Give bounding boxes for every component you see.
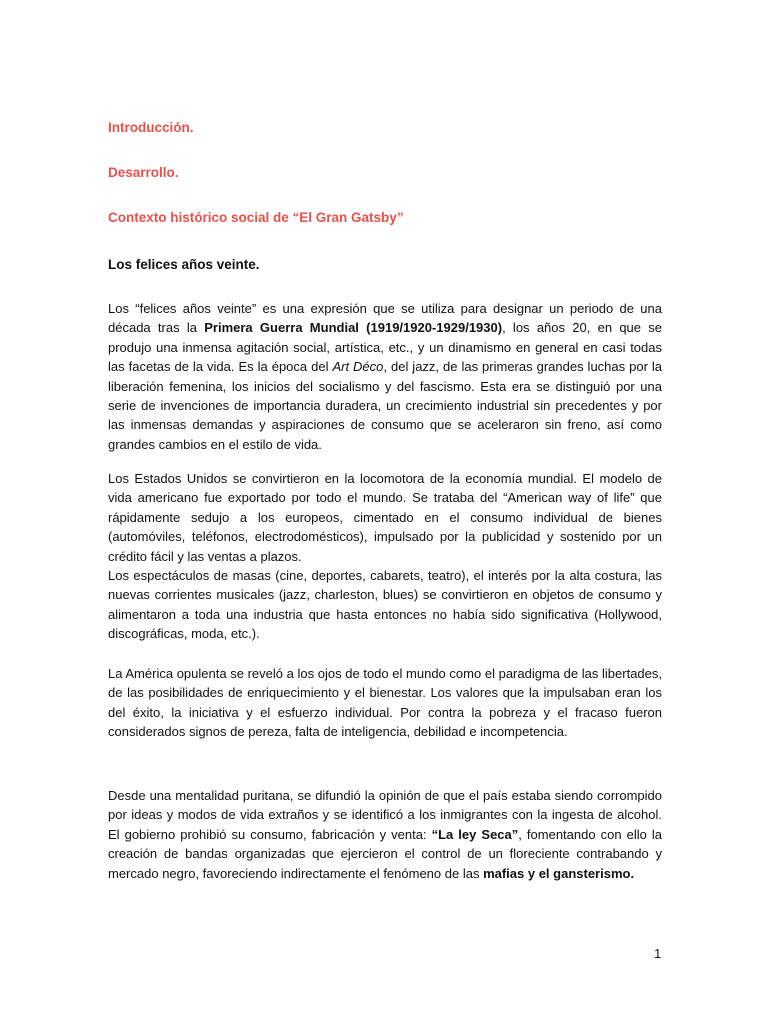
paragraph-1 (108, 299, 662, 454)
paragraph-2 (108, 469, 662, 566)
paragraph-4-text-1: La América opulenta se reveló a los ojos de todo el mundo como el paradigma de las libertades, de las posibilidades de enriquecimiento y el bienestar. Los valores que la impulsaban eran los del éxito, la iniciativa y el esfuerzo individual. Por contra la pobreza y el fracaso fueron considerados signos de pereza, falta de inteligencia, debilidad e incompetencia. (108, 666, 662, 740)
paragraph-1-text-1: Los “felices años veinte” es una expresión que se utiliza para designar un periodo de una década tras la (108, 301, 662, 336)
paragraph-5-bold-1: “La ley Seca” (431, 826, 519, 842)
paragraph-1-text-3: , del jazz, de las primeras grandes luchas por la liberación femenina, los inicios del socialismo y del fascismo. Esta era se distinguió por una serie de invenciones de importancia duradera, un crecimiento industrial sin precedentes y por las inmensas demandas y aspiraciones de consumo que se aceleraron sin freno, así como grandes cambios en el estilo de vida. (108, 359, 662, 452)
paragraph-5 (108, 786, 662, 883)
paragraph-5-text-2: , fomentando con ello la creación de bandas organizadas que ejercieron el control de un floreciente contrabando y mercado negro, favoreciendo indirectamente el fenómeno de las (108, 826, 662, 881)
paragraph-1-italic-1: Art Déco (332, 359, 384, 375)
heading-introduccion: Introducción. (108, 120, 194, 135)
section-title: Los felices años veinte. (108, 257, 260, 272)
paragraph-5-bold-2: mafias y el gansterismo. (483, 865, 635, 881)
page-number: 1 (654, 946, 662, 961)
heading-contexto-historico: Contexto histórico social de “El Gran Gatsby” (108, 210, 404, 225)
paragraph-5-text-1: Desde una mentalidad puritana, se difundió la opinión de que el país estaba siendo corrompido por ideas y modos de vida extraños y se identificó a los inmigrantes con la ingesta de alcohol. El gobierno prohibió su consumo, fabricación y venta: (108, 788, 662, 842)
paragraph-4 (108, 664, 662, 742)
paragraph-1-text-2: , los años 20, en que se produjo una inmensa agitación social, artística, etc., y un dinamismo en general en casi todas las facetas de la vida. Es la época del (108, 320, 662, 375)
paragraph-3-text-1: Los espectáculos de masas (cine, deportes, cabarets, teatro), el interés por la alta costura, las nuevas corrientes musicales (jazz, charleston, blues) se convirtieron en objetos de consumo y alimentaron a toda una industria que hasta entonces no había sido significativa (Hollywood, discográficas, moda, etc.). (108, 568, 662, 642)
paragraph-1-bold-1: Primera Guerra Mundial (1919/1920-1929/1930) (204, 320, 503, 336)
paragraph-3 (108, 566, 662, 644)
heading-desarrollo: Desarrollo. (108, 165, 179, 180)
paragraph-2-text-1: Los Estados Unidos se convirtieron en la locomotora de la economía mundial. El modelo de vida americano fue exportado por todo el mundo. Se trataba del “American way of life” que rápidamente sedujo a los europeos, cimentado en el consumo individual de bienes (automóviles, teléfonos, electrodomésticos), impulsado por la publicidad y sostenido por un crédito fácil y las ventas a plazos. (108, 471, 662, 564)
